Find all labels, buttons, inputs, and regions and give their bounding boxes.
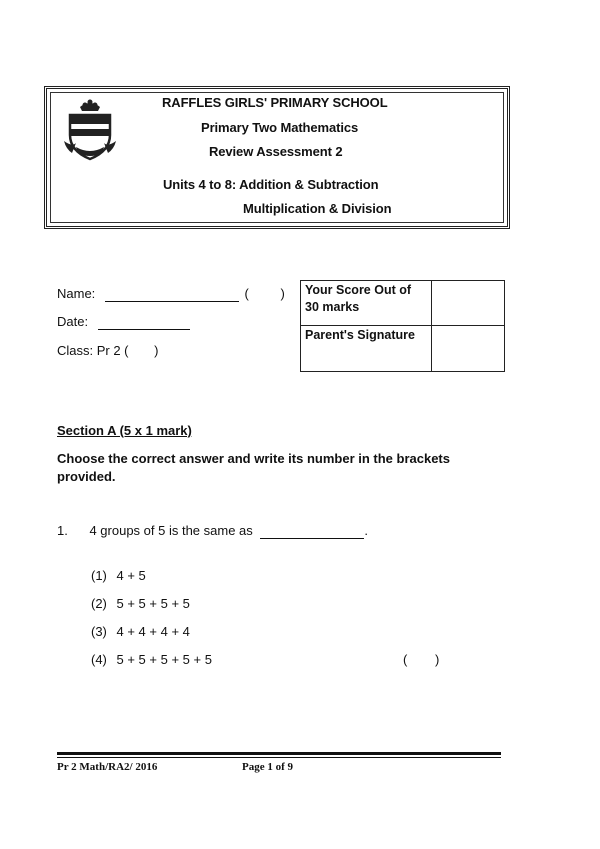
name-label: Name: [57,286,96,301]
option-4 [91,652,212,667]
section-title: Section A (5 x 1 mark) [57,423,192,438]
footer-rule [57,752,501,755]
class-label: Class: Pr 2 ( [57,343,129,358]
option-number: (4) [91,652,107,667]
question-text: 4 groups of 5 is the same as [89,523,253,538]
date-label: Date: [57,314,89,329]
option-2 [91,596,190,611]
question-blank [260,523,364,539]
option-text: 5 + 5 + 5 + 5 + 5 [116,652,212,667]
option-text: 5 + 5 + 5 + 5 [116,596,190,611]
units-line-2: Multiplication & Division [243,201,392,216]
score-label: Your Score Out of 30 marks [301,281,432,326]
option-text: 4 + 4 + 4 + 4 [116,624,190,639]
school-name: RAFFLES GIRLS' PRIMARY SCHOOL [162,95,388,110]
answer-bracket-open: ( [403,652,408,667]
index-bracket-open: ( [244,286,249,301]
answer-bracket-close: ) [434,652,440,667]
name-row [57,286,285,302]
units-line-1: Units 4 to 8: Addition & Subtraction [163,177,379,192]
option-number: (3) [91,624,107,639]
footer-rule-thin [57,757,501,758]
score-field[interactable] [432,281,505,326]
parent-signature-label: Parent's Signature [301,326,432,372]
section-instruction: Choose the correct answer and write its number in the brackets provided. [57,451,450,484]
option-number: (2) [91,596,107,611]
assessment-title: Review Assessment 2 [209,144,343,159]
option-3 [91,624,190,639]
date-row [57,314,190,330]
subject-title: Primary Two Mathematics [201,120,359,135]
option-1 [91,568,146,583]
option-number: (1) [91,568,107,583]
answer-bracket[interactable] [403,652,439,667]
school-crest-icon [62,97,118,163]
class-row [57,343,158,358]
name-field[interactable] [105,286,239,302]
page-number: Page 1 of 9 [242,761,294,773]
score-table [300,280,505,372]
footer-code: Pr 2 Math/RA2/ 2016 [57,761,158,773]
option-text: 4 + 5 [116,568,146,583]
class-bracket-close: ) [154,343,159,358]
question-number: 1. [57,523,68,538]
date-field[interactable] [98,314,190,330]
index-bracket-close: ) [280,286,285,301]
parent-signature-field[interactable] [432,326,505,372]
question-1: 1. 4 groups of 5 is the same as . [57,523,369,538]
